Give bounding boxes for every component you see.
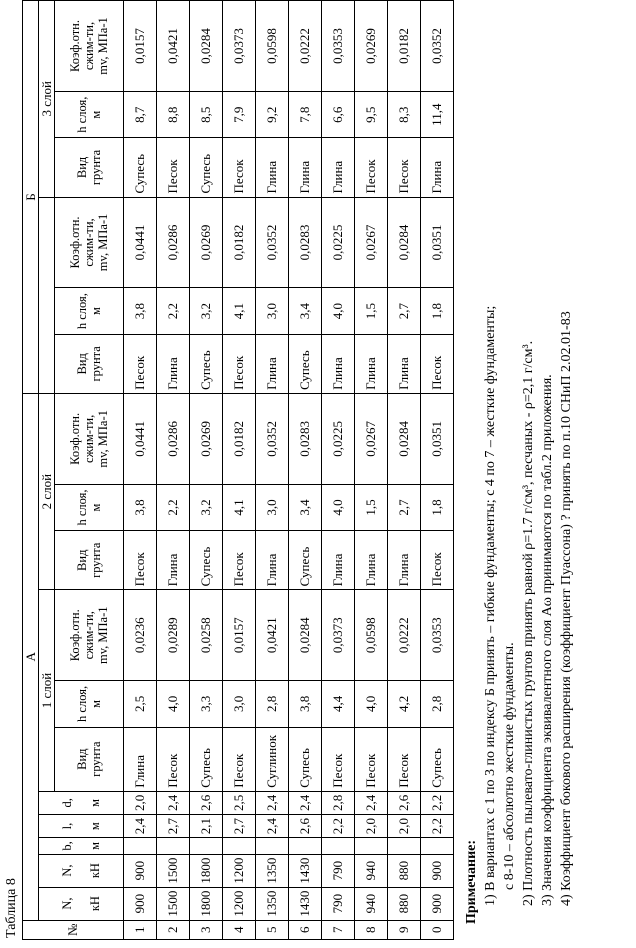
cell-k3: 0,0421 [157,1,190,92]
cell-k2: 0,0267 [355,393,388,484]
cell-l: 2,4 [256,814,289,837]
header-h-1: h слоя, м [55,681,124,727]
cell-no: 1 [124,920,157,939]
cell-h3: 11,4 [421,92,454,138]
cell-no: 2 [157,920,190,939]
cell-k3b: 0,0286 [157,197,190,288]
cell-n2: 940 [355,854,388,887]
note-1b: с 8-10 – абсолютно жесткие фундаменты. [502,642,517,890]
cell-l: 2,4 [124,814,157,837]
header-k-b1: Коэф.отн. сжим-ти, mv, МПа-1 [55,197,124,288]
header-no: № [23,920,124,939]
cell-s2: Глина [157,531,190,590]
cell-k2: 0,0182 [223,393,256,484]
table-caption: Таблица 8 [4,878,19,938]
cell-s3: Глина [421,138,454,197]
cell-s2: Супесь [289,531,322,590]
cell-l: 2,7 [223,814,256,837]
cell-s3: Песок [388,138,421,197]
header-soil-b1: Вид грунта [55,334,124,393]
cell-k1: 0,0236 [124,590,157,681]
cell-k3: 0,0157 [124,1,157,92]
cell-no: 3 [190,920,223,939]
cell-h3b: 1,8 [421,288,454,334]
header-l: l, м [39,814,124,837]
cell-n1: 1800 [190,887,223,920]
cell-s3: Глина [322,138,355,197]
cell-k3b: 0,0182 [223,197,256,288]
data-table [22,0,454,940]
cell-k2: 0,0352 [256,393,289,484]
cell-h1: 3,8 [289,681,322,727]
cell-h1: 2,8 [421,681,454,727]
cell-no: 4 [223,920,256,939]
cell-b [124,838,157,854]
cell-h2: 1,8 [421,484,454,530]
cell-b [421,838,454,854]
cell-h2: 1,5 [355,484,388,530]
cell-h1: 4,2 [388,681,421,727]
cell-h3: 9,5 [355,92,388,138]
header-n2: N, кН [39,854,124,887]
cell-h2: 3,8 [124,484,157,530]
group-layer3-a [39,197,55,393]
cell-s1: Супесь [289,727,322,791]
cell-l: 2,2 [421,814,454,837]
cell-s3b: Глина [355,334,388,393]
table-row [289,1,322,940]
cell-k2: 0,0286 [157,393,190,484]
table-row [124,1,157,940]
cell-d: 2,6 [190,791,223,814]
note-1: 1) В вариантах с 1 по 3 по индексу Б принять – гибкие фундаменты; с 4 по 7 – жесткие фундаменты; [483,305,498,906]
cell-s2: Глина [322,531,355,590]
cell-s3b: Глина [322,334,355,393]
cell-k2: 0,0225 [322,393,355,484]
cell-n1: 1200 [223,887,256,920]
cell-b [322,838,355,854]
group-layer3: 3 слой [39,1,55,198]
cell-k3: 0,0598 [256,1,289,92]
table-row [157,1,190,940]
cell-b [289,838,322,854]
cell-s1: Песок [388,727,421,791]
cell-k3b: 0,0351 [421,197,454,288]
cell-h3: 8,7 [124,92,157,138]
cell-s3: Супесь [124,138,157,197]
cell-s3b: Глина [388,334,421,393]
cell-n2: 1430 [289,854,322,887]
header-h-b1: h слоя, м [55,288,124,334]
cell-h1: 3,3 [190,681,223,727]
cell-h3b: 4,0 [322,288,355,334]
header-soil-2: Вид грунта [55,531,124,590]
cell-l: 2,0 [388,814,421,837]
cell-n1: 1500 [157,887,190,920]
note-3: 3) Значения коэффициента эквивалентного слоя Aω принимаются по табл.2 приложения. [540,374,555,906]
cell-k3: 0,0182 [388,1,421,92]
group-layer1: 1 слой [39,590,55,791]
cell-h3: 7,8 [289,92,322,138]
table-body [124,1,454,940]
cell-s1: Глина [124,727,157,791]
cell-h1: 4,4 [322,681,355,727]
header-k-2: Коэф.отн. сжим-ти, mv, МПа-1 [55,393,124,484]
cell-s2: Глина [355,531,388,590]
table-row [256,1,289,940]
group-b: Б [23,1,39,394]
header-k-1: Коэф.отн. сжим-ти, mv, МПа-1 [55,590,124,681]
header-soil-1: Вид грунта [55,727,124,791]
cell-d: 2,4 [256,791,289,814]
cell-k3b: 0,0441 [124,197,157,288]
header-n1: N, кН [39,887,124,920]
cell-s2: Глина [256,531,289,590]
cell-s3: Песок [223,138,256,197]
cell-n1: 940 [355,887,388,920]
cell-h1: 4,0 [157,681,190,727]
cell-h2: 4,1 [223,484,256,530]
cell-s1: Супесь [190,727,223,791]
cell-n1: 790 [322,887,355,920]
cell-h3: 8,5 [190,92,223,138]
cell-b [190,838,223,854]
cell-n2: 1200 [223,854,256,887]
cell-k2: 0,0284 [388,393,421,484]
cell-s1: Суглинок [256,727,289,791]
cell-n2: 1350 [256,854,289,887]
group-a: А [23,393,39,920]
note-4: 4) Коэффициент бокового расширения (коэффициент Пуассона) ? принять по п.10 СНиП 2.02.01-83 [559,311,574,906]
cell-b [388,838,421,854]
cell-k3b: 0,0283 [289,197,322,288]
cell-h2: 2,2 [157,484,190,530]
cell-k2: 0,0441 [124,393,157,484]
cell-s2: Супесь [190,531,223,590]
cell-n2: 790 [322,854,355,887]
cell-h3: 9,2 [256,92,289,138]
cell-k1: 0,0157 [223,590,256,681]
cell-h3: 6,6 [322,92,355,138]
cell-s2: Песок [124,531,157,590]
cell-h2: 3,4 [289,484,322,530]
cell-no: 6 [289,920,322,939]
cell-n2: 900 [124,854,157,887]
header-b: b, м [39,838,124,854]
cell-n2: 880 [388,854,421,887]
cell-s2: Глина [388,531,421,590]
cell-h3b: 4,1 [223,288,256,334]
cell-h3b: 2,2 [157,288,190,334]
cell-l: 2,1 [190,814,223,837]
cell-n1: 900 [421,887,454,920]
cell-d: 2,8 [322,791,355,814]
notes-title: Примечание: [464,839,479,924]
cell-s3b: Песок [124,334,157,393]
cell-s3: Супесь [190,138,223,197]
cell-s3b: Песок [223,334,256,393]
cell-h2: 3,2 [190,484,223,530]
cell-h3b: 1,5 [355,288,388,334]
cell-h3b: 3,4 [289,288,322,334]
cell-d: 2,2 [421,791,454,814]
header-h-2: h слоя, м [55,484,124,530]
cell-s3b: Супесь [190,334,223,393]
cell-h2: 4,0 [322,484,355,530]
cell-s1: Песок [322,727,355,791]
cell-n1: 880 [388,887,421,920]
cell-k3: 0,0222 [289,1,322,92]
cell-n2: 900 [421,854,454,887]
cell-k2: 0,0283 [289,393,322,484]
cell-h1: 3,0 [223,681,256,727]
cell-k3b: 0,0269 [190,197,223,288]
cell-no: 9 [388,920,421,939]
cell-s3b: Глина [157,334,190,393]
cell-h3: 7,9 [223,92,256,138]
cell-k2: 0,0351 [421,393,454,484]
group-layer2: 2 слой [39,393,55,589]
cell-no: 7 [322,920,355,939]
cell-k1: 0,0284 [289,590,322,681]
cell-s1: Супесь [421,727,454,791]
table-row [190,1,223,940]
cell-d: 2,0 [124,791,157,814]
cell-h3b: 3,0 [256,288,289,334]
cell-k1: 0,0353 [421,590,454,681]
header-h-3: h слоя, м [55,92,124,138]
cell-h2: 3,0 [256,484,289,530]
cell-s3: Глина [256,138,289,197]
cell-s3: Песок [355,138,388,197]
cell-k1: 0,0289 [157,590,190,681]
cell-k3: 0,0284 [190,1,223,92]
cell-b [157,838,190,854]
cell-no: 5 [256,920,289,939]
cell-k3b: 0,0225 [322,197,355,288]
header-d: d, м [39,791,124,814]
table-row [388,1,421,940]
table-row [223,1,256,940]
cell-s1: Песок [157,727,190,791]
cell-l: 2,6 [289,814,322,837]
cell-n1: 1430 [289,887,322,920]
cell-d: 2,4 [355,791,388,814]
cell-n1: 900 [124,887,157,920]
cell-s3b: Супесь [289,334,322,393]
header-soil-3: Вид грунта [55,138,124,197]
cell-b [355,838,388,854]
cell-no: 0 [421,920,454,939]
cell-no: 8 [355,920,388,939]
cell-k3b: 0,0267 [355,197,388,288]
notes [462,306,576,924]
cell-s1: Песок [355,727,388,791]
cell-h1: 2,5 [124,681,157,727]
cell-h3b: 3,8 [124,288,157,334]
cell-k3: 0,0352 [421,1,454,92]
cell-b [223,838,256,854]
cell-d: 2,5 [223,791,256,814]
table-row [322,1,355,940]
cell-s2: Песок [223,531,256,590]
cell-l: 2,2 [322,814,355,837]
cell-s3b: Глина [256,334,289,393]
cell-k3: 0,0373 [223,1,256,92]
cell-n2: 1800 [190,854,223,887]
cell-n1: 1350 [256,887,289,920]
cell-k3: 0,0353 [322,1,355,92]
header-k-3: Коэф.отн. сжим-ти, mv, МПа-1 [55,1,124,92]
cell-h3b: 3,2 [190,288,223,334]
cell-d: 2,6 [388,791,421,814]
cell-l: 2,7 [157,814,190,837]
cell-h3b: 2,7 [388,288,421,334]
cell-d: 2,4 [157,791,190,814]
cell-n2: 1500 [157,854,190,887]
cell-k1: 0,0421 [256,590,289,681]
cell-h1: 2,8 [256,681,289,727]
cell-s3b: Песок [421,334,454,393]
cell-k1: 0,0258 [190,590,223,681]
cell-k3b: 0,0284 [388,197,421,288]
cell-s2: Песок [421,531,454,590]
cell-b [256,838,289,854]
table-row [355,1,388,940]
cell-k1: 0,0598 [355,590,388,681]
table-row [421,1,454,940]
cell-s3: Глина [289,138,322,197]
cell-k3b: 0,0352 [256,197,289,288]
cell-k1: 0,0222 [388,590,421,681]
cell-k2: 0,0269 [190,393,223,484]
cell-l: 2,0 [355,814,388,837]
cell-h2: 2,7 [388,484,421,530]
cell-h3: 8,8 [157,92,190,138]
cell-h1: 4,0 [355,681,388,727]
cell-s3: Песок [157,138,190,197]
cell-s1: Песок [223,727,256,791]
cell-k3: 0,0269 [355,1,388,92]
cell-d: 2,4 [289,791,322,814]
cell-h3: 8,3 [388,92,421,138]
note-2: 2) Плотность пылевато-глинистых грунтов принять равной ρ=1.7 г/см³, песчаных - ρ=2,1 г/см³. [521,340,536,906]
cell-k1: 0,0373 [322,590,355,681]
